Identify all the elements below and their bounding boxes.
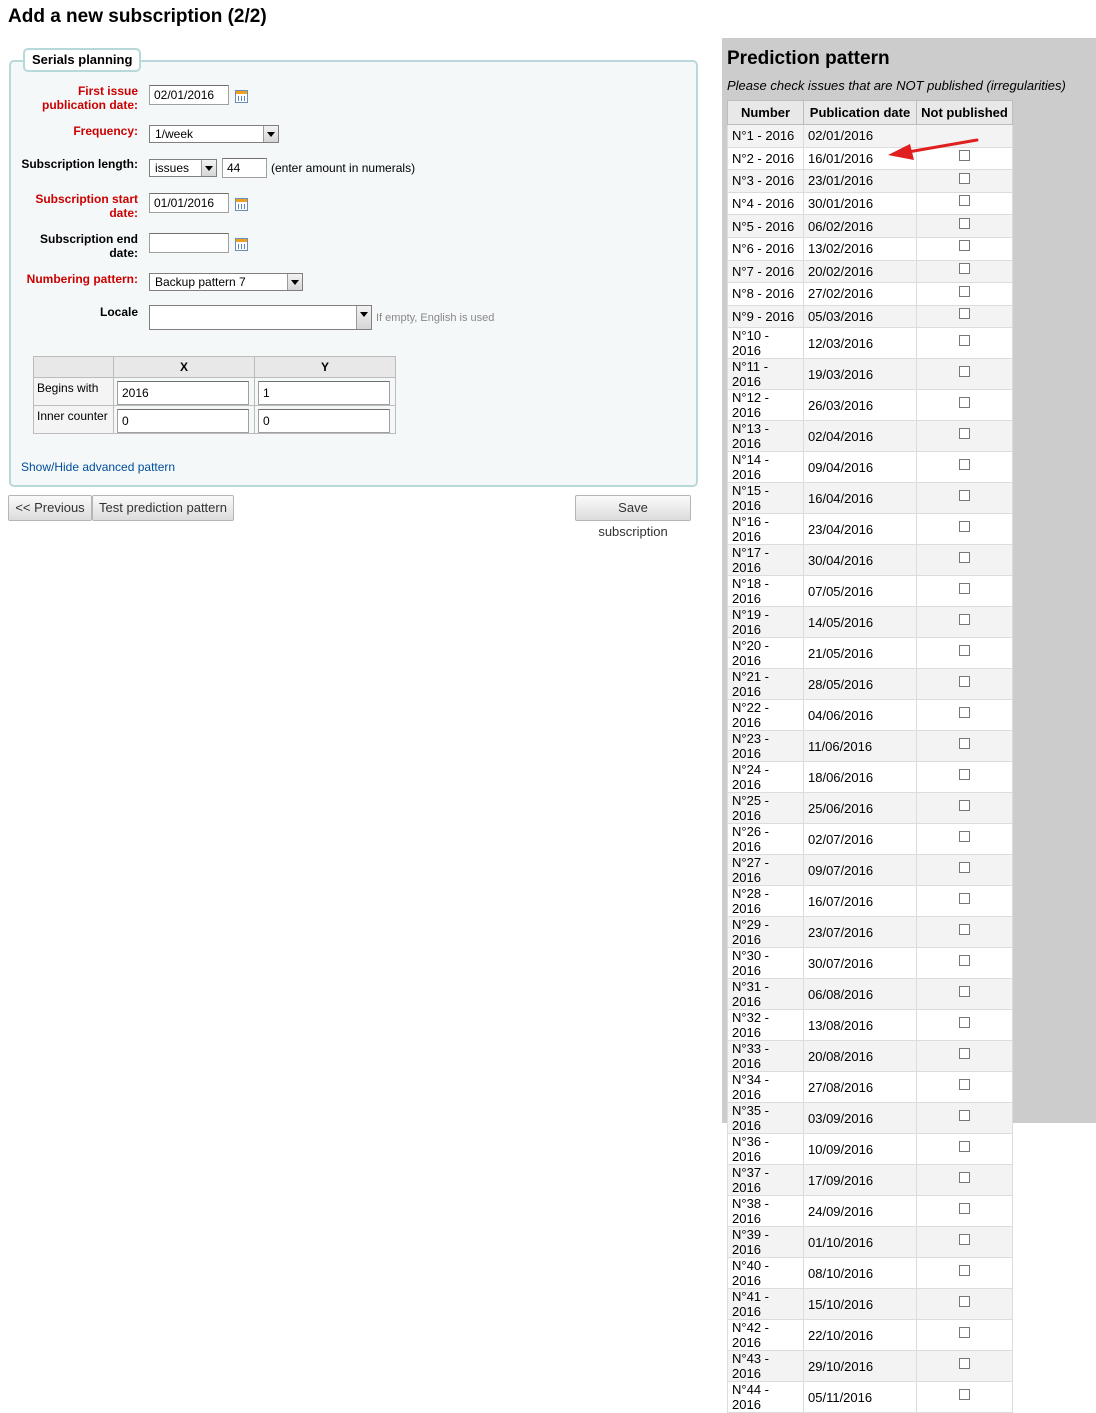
prediction-table bbox=[727, 100, 1013, 1413]
not-published-cell bbox=[917, 762, 1013, 793]
issue-number: N°42 - 2016 bbox=[728, 1320, 804, 1351]
publication-date: 29/10/2016 bbox=[804, 1351, 917, 1382]
not-published-cell bbox=[917, 328, 1013, 359]
issue-number: N°27 - 2016 bbox=[728, 855, 804, 886]
publication-date: 05/03/2016 bbox=[804, 305, 917, 328]
save-subscription-button[interactable]: Save subscription bbox=[575, 495, 691, 521]
not-published-checkbox[interactable] bbox=[959, 1389, 970, 1400]
issue-number: N°10 - 2016 bbox=[728, 328, 804, 359]
not-published-checkbox[interactable] bbox=[959, 676, 970, 687]
begins-with-y-input[interactable] bbox=[258, 381, 390, 405]
publication-date: 17/09/2016 bbox=[804, 1165, 917, 1196]
not-published-cell bbox=[917, 607, 1013, 638]
header-publication-date: Publication date bbox=[804, 101, 917, 125]
publication-date: 27/02/2016 bbox=[804, 283, 917, 306]
issue-number: N°36 - 2016 bbox=[728, 1134, 804, 1165]
issue-number: N°39 - 2016 bbox=[728, 1227, 804, 1258]
issue-number: N°29 - 2016 bbox=[728, 917, 804, 948]
not-published-cell bbox=[917, 917, 1013, 948]
header-not-published: Not published bbox=[917, 101, 1013, 125]
not-published-checkbox[interactable] bbox=[959, 552, 970, 563]
not-published-checkbox[interactable] bbox=[959, 428, 970, 439]
prediction-row bbox=[728, 669, 1013, 700]
not-published-cell bbox=[917, 390, 1013, 421]
chevron-down-icon bbox=[356, 306, 371, 329]
prediction-row bbox=[728, 452, 1013, 483]
prediction-row bbox=[728, 1103, 1013, 1134]
not-published-checkbox[interactable] bbox=[959, 986, 970, 997]
first-issue-label: First issue publication date: bbox=[42, 84, 138, 112]
prediction-row bbox=[728, 886, 1013, 917]
not-published-checkbox[interactable] bbox=[959, 924, 970, 935]
not-published-checkbox[interactable] bbox=[959, 645, 970, 656]
issue-number: N°32 - 2016 bbox=[728, 1010, 804, 1041]
not-published-checkbox[interactable] bbox=[959, 335, 970, 346]
numbering-pattern-value: Backup pattern 7 bbox=[155, 275, 246, 289]
publication-date: 12/03/2016 bbox=[804, 328, 917, 359]
length-hint: (enter amount in numerals) bbox=[271, 161, 416, 175]
prediction-row bbox=[728, 514, 1013, 545]
issue-number: N°24 - 2016 bbox=[728, 762, 804, 793]
issue-number: N°35 - 2016 bbox=[728, 1103, 804, 1134]
issue-number: N°1 - 2016 bbox=[728, 125, 804, 148]
length-unit-select[interactable] bbox=[149, 159, 217, 177]
fieldset-legend: Serials planning bbox=[23, 48, 141, 72]
prediction-row bbox=[728, 793, 1013, 824]
not-published-cell bbox=[917, 421, 1013, 452]
prediction-row bbox=[728, 545, 1013, 576]
not-published-checkbox[interactable] bbox=[959, 240, 970, 251]
issue-number: N°43 - 2016 bbox=[728, 1351, 804, 1382]
publication-date: 16/04/2016 bbox=[804, 483, 917, 514]
issue-number: N°20 - 2016 bbox=[728, 638, 804, 669]
numbering-pattern-label: Numbering pattern: bbox=[26, 272, 138, 286]
prediction-row bbox=[728, 390, 1013, 421]
issue-number: N°23 - 2016 bbox=[728, 731, 804, 762]
issue-number: N°33 - 2016 bbox=[728, 1041, 804, 1072]
prediction-row bbox=[728, 1041, 1013, 1072]
start-date-input[interactable] bbox=[149, 193, 229, 213]
end-date-label: Subscription end date: bbox=[39, 232, 138, 260]
not-published-checkbox[interactable] bbox=[959, 1141, 970, 1152]
publication-date: 07/05/2016 bbox=[804, 576, 917, 607]
publication-date: 14/05/2016 bbox=[804, 607, 917, 638]
publication-date: 30/07/2016 bbox=[804, 948, 917, 979]
prediction-row bbox=[728, 638, 1013, 669]
issue-number: N°7 - 2016 bbox=[728, 260, 804, 283]
inner-counter-x-input[interactable] bbox=[117, 409, 249, 433]
prediction-row bbox=[728, 1134, 1013, 1165]
publication-date: 02/07/2016 bbox=[804, 824, 917, 855]
test-prediction-button[interactable]: Test prediction pattern bbox=[92, 495, 234, 521]
not-published-cell bbox=[917, 700, 1013, 731]
begins-with-x-input[interactable] bbox=[117, 381, 249, 405]
prediction-row bbox=[728, 359, 1013, 390]
length-amount-input[interactable] bbox=[222, 158, 267, 178]
pattern-cell bbox=[114, 406, 255, 434]
publication-date: 20/08/2016 bbox=[804, 1041, 917, 1072]
length-label: Subscription length: bbox=[21, 157, 138, 171]
publication-date: 08/10/2016 bbox=[804, 1258, 917, 1289]
issue-number: N°5 - 2016 bbox=[728, 215, 804, 238]
not-published-checkbox[interactable] bbox=[959, 286, 970, 297]
issue-number: N°11 - 2016 bbox=[728, 359, 804, 390]
end-date-input[interactable] bbox=[149, 233, 229, 253]
prediction-row bbox=[728, 731, 1013, 762]
publication-date: 06/08/2016 bbox=[804, 979, 917, 1010]
inner-counter-y-input[interactable] bbox=[258, 409, 390, 433]
pattern-cell bbox=[114, 378, 255, 406]
chevron-down-icon bbox=[201, 160, 216, 176]
prediction-row bbox=[728, 1258, 1013, 1289]
not-published-cell bbox=[917, 1103, 1013, 1134]
not-published-cell bbox=[917, 305, 1013, 328]
prediction-row bbox=[728, 1289, 1013, 1320]
issue-number: N°41 - 2016 bbox=[728, 1289, 804, 1320]
numbering-pattern-table bbox=[33, 356, 396, 434]
not-published-cell bbox=[917, 731, 1013, 762]
not-published-checkbox[interactable] bbox=[959, 1327, 970, 1338]
prediction-row bbox=[728, 283, 1013, 306]
not-published-cell bbox=[917, 483, 1013, 514]
prediction-row bbox=[728, 192, 1013, 215]
publication-date: 19/03/2016 bbox=[804, 359, 917, 390]
not-published-cell bbox=[917, 1072, 1013, 1103]
publication-date: 13/02/2016 bbox=[804, 237, 917, 260]
prediction-row bbox=[728, 1072, 1013, 1103]
not-published-cell bbox=[917, 514, 1013, 545]
not-published-checkbox[interactable] bbox=[959, 1234, 970, 1245]
not-published-checkbox[interactable] bbox=[959, 1048, 970, 1059]
issue-number: N°30 - 2016 bbox=[728, 948, 804, 979]
not-published-checkbox[interactable] bbox=[959, 1203, 970, 1214]
not-published-cell bbox=[917, 359, 1013, 390]
locale-label: Locale bbox=[99, 305, 138, 319]
not-published-cell bbox=[917, 192, 1013, 215]
prediction-row bbox=[728, 576, 1013, 607]
issue-number: N°25 - 2016 bbox=[728, 793, 804, 824]
pattern-cell bbox=[255, 406, 396, 434]
not-published-cell bbox=[917, 948, 1013, 979]
not-published-cell bbox=[917, 669, 1013, 700]
prediction-row bbox=[728, 762, 1013, 793]
pattern-header-y: Y bbox=[255, 357, 396, 378]
publication-date: 13/08/2016 bbox=[804, 1010, 917, 1041]
not-published-cell bbox=[917, 979, 1013, 1010]
prediction-row bbox=[728, 1165, 1013, 1196]
not-published-checkbox[interactable] bbox=[959, 1110, 970, 1121]
publication-date: 01/10/2016 bbox=[804, 1227, 917, 1258]
prediction-row bbox=[728, 917, 1013, 948]
frequency-select[interactable] bbox=[149, 125, 279, 143]
not-published-cell bbox=[917, 1258, 1013, 1289]
not-published-checkbox[interactable] bbox=[959, 800, 970, 811]
publication-date: 04/06/2016 bbox=[804, 700, 917, 731]
prediction-row bbox=[728, 607, 1013, 638]
publication-date: 05/11/2016 bbox=[804, 1382, 917, 1413]
not-published-cell bbox=[917, 1196, 1013, 1227]
begins-with-label: Begins with bbox=[34, 378, 114, 406]
not-published-cell bbox=[917, 1289, 1013, 1320]
start-date-label: Subscription start date: bbox=[35, 192, 138, 220]
frequency-value: 1/week bbox=[155, 127, 194, 141]
publication-date: 09/04/2016 bbox=[804, 452, 917, 483]
publication-date: 28/05/2016 bbox=[804, 669, 917, 700]
not-published-cell bbox=[917, 1134, 1013, 1165]
prediction-row bbox=[728, 305, 1013, 328]
not-published-checkbox[interactable] bbox=[959, 707, 970, 718]
issue-number: N°15 - 2016 bbox=[728, 483, 804, 514]
publication-date: 23/04/2016 bbox=[804, 514, 917, 545]
issue-number: N°44 - 2016 bbox=[728, 1382, 804, 1413]
publication-date: 16/07/2016 bbox=[804, 886, 917, 917]
publication-date: 26/03/2016 bbox=[804, 390, 917, 421]
not-published-checkbox[interactable] bbox=[959, 173, 970, 184]
prediction-row bbox=[728, 979, 1013, 1010]
prediction-subtitle: Please check issues that are NOT published (irregularities) bbox=[727, 78, 1066, 93]
issue-number: N°17 - 2016 bbox=[728, 545, 804, 576]
not-published-cell bbox=[917, 638, 1013, 669]
prediction-row bbox=[728, 170, 1013, 193]
header-number: Number bbox=[728, 101, 804, 125]
prediction-row bbox=[728, 421, 1013, 452]
not-published-checkbox[interactable] bbox=[959, 490, 970, 501]
publication-date: 21/05/2016 bbox=[804, 638, 917, 669]
not-published-cell bbox=[917, 1041, 1013, 1072]
prediction-row bbox=[728, 1227, 1013, 1258]
publication-date: 22/10/2016 bbox=[804, 1320, 917, 1351]
issue-number: N°3 - 2016 bbox=[728, 170, 804, 193]
publication-date: 27/08/2016 bbox=[804, 1072, 917, 1103]
not-published-checkbox[interactable] bbox=[959, 1358, 970, 1369]
not-published-checkbox[interactable] bbox=[959, 263, 970, 274]
not-published-cell bbox=[917, 215, 1013, 238]
issue-number: N°8 - 2016 bbox=[728, 283, 804, 306]
not-published-cell bbox=[917, 1010, 1013, 1041]
not-published-checkbox[interactable] bbox=[959, 1296, 970, 1307]
prediction-row bbox=[728, 328, 1013, 359]
publication-date: 03/09/2016 bbox=[804, 1103, 917, 1134]
not-published-checkbox[interactable] bbox=[959, 1079, 970, 1090]
not-published-checkbox[interactable] bbox=[959, 831, 970, 842]
not-published-checkbox[interactable] bbox=[959, 614, 970, 625]
page-title: Add a new subscription (2/2) bbox=[8, 6, 267, 27]
prediction-row bbox=[728, 855, 1013, 886]
locale-hint: If empty, English is used bbox=[376, 312, 495, 324]
not-published-cell bbox=[917, 170, 1013, 193]
first-issue-date-input[interactable] bbox=[149, 85, 229, 105]
not-published-checkbox[interactable] bbox=[959, 459, 970, 470]
calendar-icon[interactable] bbox=[235, 198, 248, 211]
prediction-row bbox=[728, 1010, 1013, 1041]
issue-number: N°31 - 2016 bbox=[728, 979, 804, 1010]
chevron-down-icon bbox=[287, 274, 302, 290]
prediction-row bbox=[728, 948, 1013, 979]
not-published-cell bbox=[917, 1227, 1013, 1258]
prediction-row bbox=[728, 1320, 1013, 1351]
red-arrow-annotation-icon bbox=[880, 132, 980, 172]
issue-number: N°13 - 2016 bbox=[728, 421, 804, 452]
inner-counter-label: Inner counter bbox=[34, 406, 114, 434]
publication-date: 09/07/2016 bbox=[804, 855, 917, 886]
publication-date: 02/01/2016 bbox=[804, 125, 917, 148]
calendar-icon[interactable] bbox=[235, 90, 248, 103]
issue-number: N°26 - 2016 bbox=[728, 824, 804, 855]
prediction-row bbox=[728, 1196, 1013, 1227]
publication-date: 06/02/2016 bbox=[804, 215, 917, 238]
issue-number: N°22 - 2016 bbox=[728, 700, 804, 731]
publication-date: 24/09/2016 bbox=[804, 1196, 917, 1227]
publication-date: 30/01/2016 bbox=[804, 192, 917, 215]
not-published-cell bbox=[917, 886, 1013, 917]
prediction-title: Prediction pattern bbox=[727, 48, 890, 69]
locale-select[interactable] bbox=[149, 305, 372, 330]
prediction-row bbox=[728, 483, 1013, 514]
not-published-checkbox[interactable] bbox=[959, 218, 970, 229]
publication-date: 30/04/2016 bbox=[804, 545, 917, 576]
pattern-table-corner bbox=[34, 357, 114, 378]
previous-button[interactable]: << Previous bbox=[8, 495, 92, 521]
prediction-row bbox=[728, 1382, 1013, 1413]
issue-number: N°21 - 2016 bbox=[728, 669, 804, 700]
numbering-pattern-select[interactable] bbox=[149, 273, 303, 291]
publication-date: 02/04/2016 bbox=[804, 421, 917, 452]
not-published-cell bbox=[917, 283, 1013, 306]
not-published-checkbox[interactable] bbox=[959, 862, 970, 873]
not-published-cell bbox=[917, 452, 1013, 483]
not-published-cell bbox=[917, 260, 1013, 283]
prediction-row bbox=[728, 700, 1013, 731]
not-published-checkbox[interactable] bbox=[959, 955, 970, 966]
issue-number: N°2 - 2016 bbox=[728, 147, 804, 170]
issue-number: N°4 - 2016 bbox=[728, 192, 804, 215]
issue-number: N°14 - 2016 bbox=[728, 452, 804, 483]
publication-date: 23/07/2016 bbox=[804, 917, 917, 948]
not-published-cell bbox=[917, 824, 1013, 855]
not-published-cell bbox=[917, 793, 1013, 824]
publication-date: 20/02/2016 bbox=[804, 260, 917, 283]
issue-number: N°16 - 2016 bbox=[728, 514, 804, 545]
not-published-checkbox[interactable] bbox=[959, 893, 970, 904]
not-published-cell bbox=[917, 237, 1013, 260]
not-published-cell bbox=[917, 1320, 1013, 1351]
calendar-icon[interactable] bbox=[235, 238, 248, 251]
issue-number: N°12 - 2016 bbox=[728, 390, 804, 421]
not-published-cell bbox=[917, 1351, 1013, 1382]
publication-date: 23/01/2016 bbox=[804, 170, 917, 193]
not-published-checkbox[interactable] bbox=[959, 521, 970, 532]
publication-date: 15/10/2016 bbox=[804, 1289, 917, 1320]
pattern-header-x: X bbox=[114, 357, 255, 378]
issue-number: N°28 - 2016 bbox=[728, 886, 804, 917]
chevron-down-icon bbox=[263, 126, 278, 142]
prediction-row bbox=[728, 1351, 1013, 1382]
not-published-cell bbox=[917, 576, 1013, 607]
not-published-checkbox[interactable] bbox=[959, 583, 970, 594]
prediction-row bbox=[728, 237, 1013, 260]
publication-date: 10/09/2016 bbox=[804, 1134, 917, 1165]
not-published-checkbox[interactable] bbox=[959, 1265, 970, 1276]
issue-number: N°19 - 2016 bbox=[728, 607, 804, 638]
issue-number: N°9 - 2016 bbox=[728, 305, 804, 328]
prediction-row bbox=[728, 824, 1013, 855]
issue-number: N°34 - 2016 bbox=[728, 1072, 804, 1103]
frequency-label: Frequency: bbox=[73, 124, 138, 138]
prediction-row bbox=[728, 215, 1013, 238]
not-published-cell bbox=[917, 1382, 1013, 1413]
not-published-checkbox[interactable] bbox=[959, 769, 970, 780]
publication-date: 18/06/2016 bbox=[804, 762, 917, 793]
issue-number: N°38 - 2016 bbox=[728, 1196, 804, 1227]
not-published-checkbox[interactable] bbox=[959, 195, 970, 206]
prediction-row bbox=[728, 260, 1013, 283]
not-published-checkbox[interactable] bbox=[959, 1172, 970, 1183]
pattern-cell bbox=[255, 378, 396, 406]
not-published-checkbox[interactable] bbox=[959, 397, 970, 408]
not-published-checkbox[interactable] bbox=[959, 738, 970, 749]
publication-date: 16/01/2016 bbox=[804, 147, 917, 170]
not-published-cell bbox=[917, 545, 1013, 576]
publication-date: 25/06/2016 bbox=[804, 793, 917, 824]
publication-date: 11/06/2016 bbox=[804, 731, 917, 762]
not-published-checkbox[interactable] bbox=[959, 1017, 970, 1028]
toggle-advanced-pattern-link[interactable]: Show/Hide advanced pattern bbox=[21, 460, 176, 474]
not-published-checkbox[interactable] bbox=[959, 308, 970, 319]
not-published-checkbox[interactable] bbox=[959, 366, 970, 377]
not-published-cell bbox=[917, 1165, 1013, 1196]
not-published-cell bbox=[917, 855, 1013, 886]
issue-number: N°40 - 2016 bbox=[728, 1258, 804, 1289]
issue-number: N°6 - 2016 bbox=[728, 237, 804, 260]
issue-number: N°18 - 2016 bbox=[728, 576, 804, 607]
issue-number: N°37 - 2016 bbox=[728, 1165, 804, 1196]
length-unit-value: issues bbox=[155, 161, 190, 175]
